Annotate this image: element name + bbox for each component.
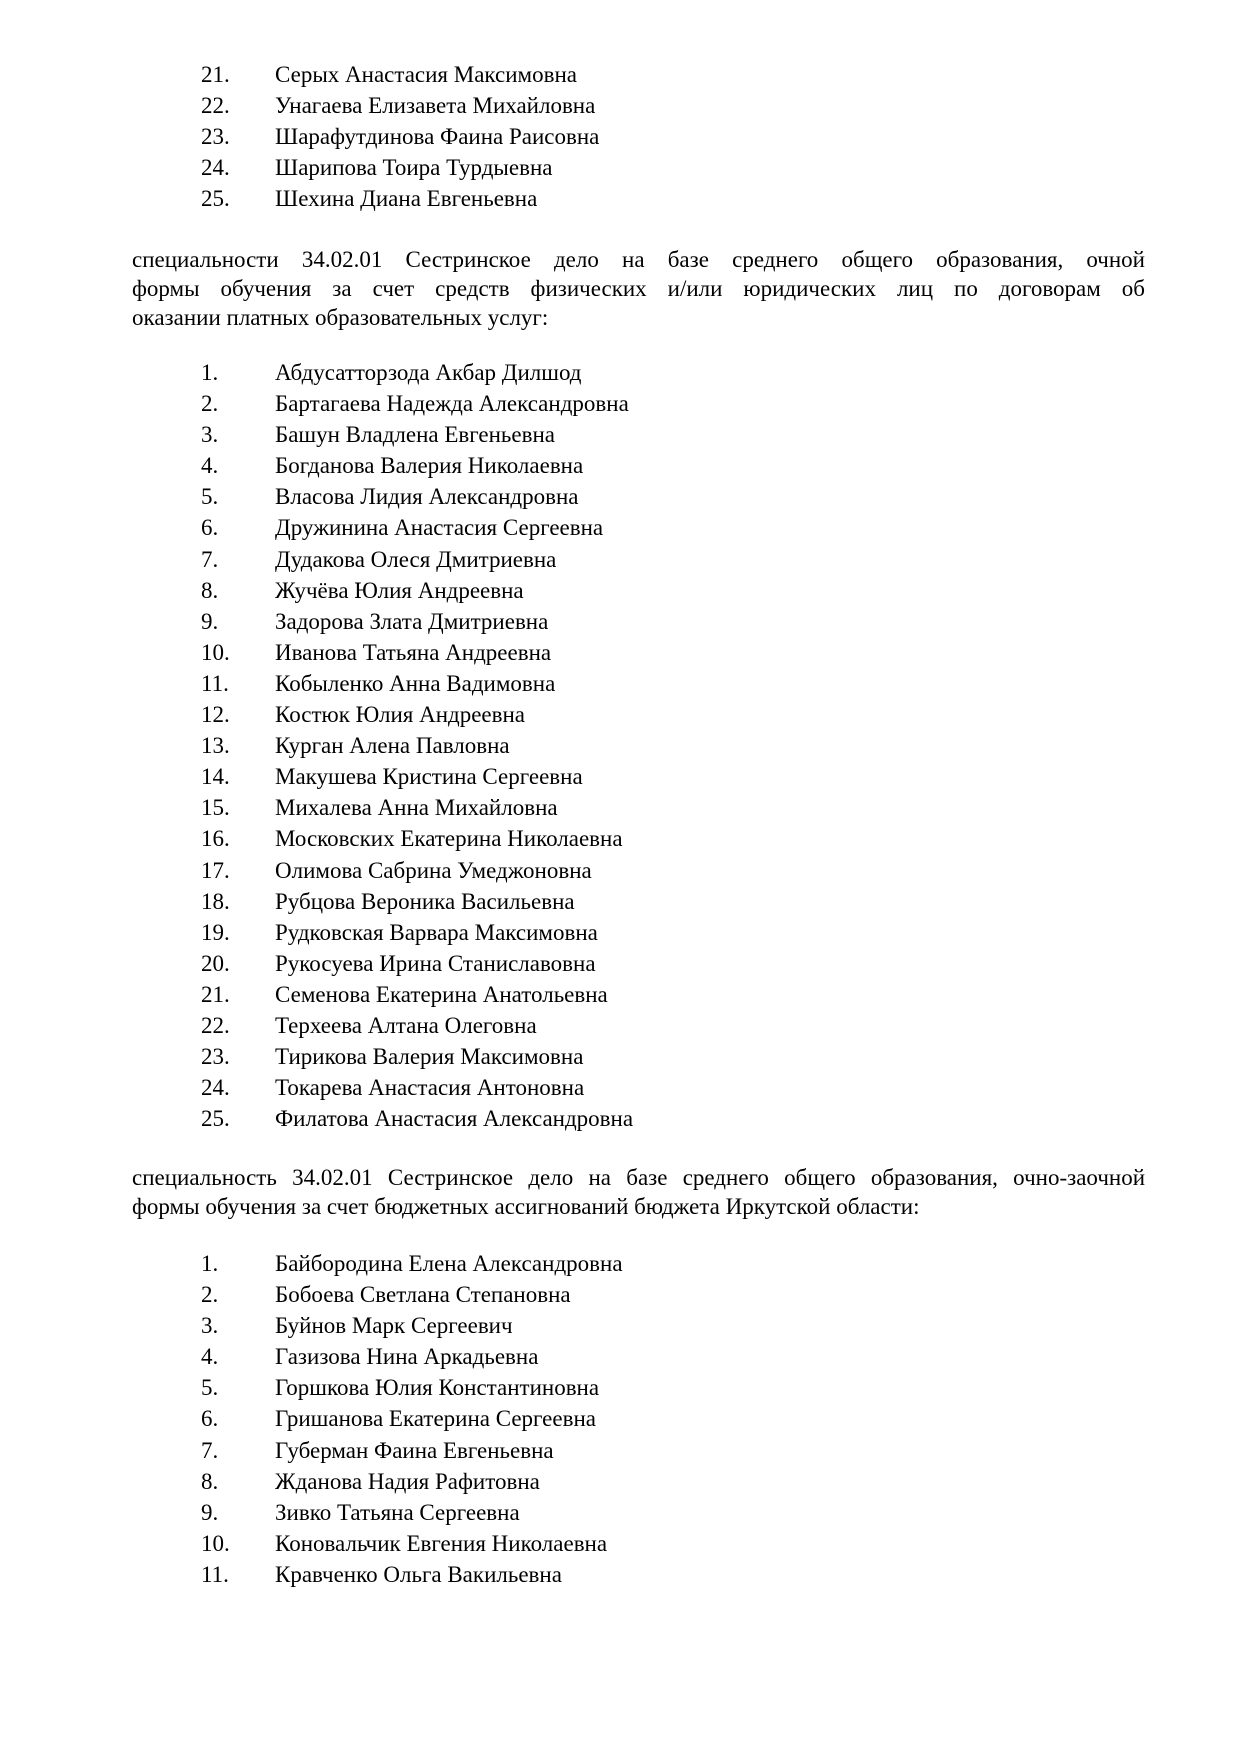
list-item (0, 1248, 1241, 1279)
list-item (0, 1103, 1241, 1134)
list-item (0, 637, 1241, 668)
list-item-number: 13. (201, 733, 230, 759)
list-item (0, 761, 1241, 792)
list-item-number: 8. (201, 577, 219, 603)
student-name: Серых Анастасия Максимовна (275, 62, 577, 87)
list-item-number: 7. (201, 1437, 219, 1463)
list-item (0, 481, 1241, 512)
student-name: Бартагаева Надежда Александровна (275, 391, 629, 417)
list-item (0, 1466, 1241, 1497)
student-name: Шарафутдинова Фаина Раисовна (275, 124, 600, 150)
list-item (0, 121, 1241, 152)
list-item (0, 90, 1241, 121)
student-name: Бобоева Светлана Степановна (275, 1282, 571, 1308)
list-item-number: 3. (201, 1313, 219, 1339)
student-name: Дружинина Анастасия Сергеевна (275, 515, 604, 541)
list-item (0, 917, 1241, 948)
list-item (0, 606, 1241, 637)
student-name: Иванова Татьяна Андреевна (275, 639, 552, 665)
list-item-number: 17. (201, 857, 230, 883)
student-name: Московских Екатерина Николаевна (275, 826, 623, 852)
list-item-number: 25. (201, 1106, 230, 1132)
list-item (0, 1072, 1241, 1103)
section-heading-line: специальность 34.02.01 Сестринское дело на базе среднего общего образования, очно-заочной (132, 1165, 1145, 1190)
list-item-number: 24. (201, 155, 230, 181)
student-name: Зивко Татьяна Сергеевна (275, 1499, 520, 1525)
list-item (0, 512, 1241, 543)
student-name: Жданова Надия Рафитовна (275, 1468, 540, 1494)
student-name: Коновальчик Евгения Николаевна (275, 1530, 608, 1556)
list-item (0, 1435, 1241, 1466)
student-name: Шарипова Тоира Турдыевна (275, 155, 553, 181)
student-name: Башун Владлена Евгеньевна (275, 422, 555, 448)
list-item-number: 20. (201, 950, 230, 976)
student-name: Рубцова Вероника Васильевна (275, 888, 575, 914)
list-item (0, 823, 1241, 854)
section-heading-budget-parttime (132, 1163, 1145, 1221)
list-item-number: 21. (201, 981, 230, 1007)
student-name: Горшкова Юлия Константиновна (275, 1375, 600, 1401)
list-item-number: 5. (201, 1375, 219, 1401)
list-item-number: 1. (201, 1251, 219, 1276)
list-item-number: 23. (201, 124, 230, 150)
list-item-number: 23. (201, 1044, 230, 1070)
list-item (0, 152, 1241, 183)
student-name: Курган Алена Павловна (275, 733, 510, 759)
student-name: Макушева Кристина Сергеевна (275, 764, 583, 790)
list-item-number: 10. (201, 639, 230, 665)
student-name: Байбородина Елена Александровна (275, 1251, 623, 1276)
list-item (0, 886, 1241, 917)
section-heading-paid-fulltime (132, 245, 1145, 332)
list-item-number: 6. (201, 515, 219, 541)
list-item (0, 1279, 1241, 1310)
list-item-number: 1. (201, 360, 219, 385)
list-item-number: 4. (201, 453, 219, 479)
list-item (0, 792, 1241, 823)
list-item (0, 1559, 1241, 1590)
list-item (0, 1341, 1241, 1372)
list-item-number: 25. (201, 186, 230, 212)
list-item-number: 11. (201, 670, 229, 696)
list-item (0, 388, 1241, 419)
student-name: Токарева Анастасия Антоновна (275, 1075, 585, 1101)
list-item (0, 1528, 1241, 1559)
list-item (0, 59, 1241, 90)
student-list-continued (0, 59, 1241, 214)
section-heading-line: формы обучения за счет бюджетных ассигнований бюджета Иркутской области: (132, 1194, 920, 1219)
list-item-number: 8. (201, 1468, 219, 1494)
student-list-paid-fulltime (0, 357, 1241, 1134)
list-item (0, 575, 1241, 606)
list-item-number: 2. (201, 1282, 219, 1308)
student-name: Дудакова Олеся Дмитриевна (275, 546, 557, 572)
student-name: Рукосуева Ирина Станиславовна (275, 950, 596, 976)
student-name: Семенова Екатерина Анатольевна (275, 981, 608, 1007)
list-item (0, 1497, 1241, 1528)
student-name: Буйнов Марк Сергеевич (275, 1313, 513, 1339)
list-item (0, 1010, 1241, 1041)
list-item-number: 6. (201, 1406, 219, 1432)
list-item-number: 11. (201, 1561, 229, 1587)
section-heading-line: формы обучения за счет средств физических и/или юридических лиц по договорам об (132, 276, 1145, 301)
list-item (0, 1310, 1241, 1341)
list-item-number: 22. (201, 93, 230, 119)
student-name: Жучёва Юлия Андреевна (275, 577, 524, 603)
list-item-number: 15. (201, 795, 230, 821)
list-item-number: 2. (201, 391, 219, 417)
student-name: Терхеева Алтана Олеговна (275, 1012, 537, 1038)
list-item-number: 19. (201, 919, 230, 945)
list-item (0, 1372, 1241, 1403)
student-name: Михалева Анна Михайловна (275, 795, 558, 821)
student-name: Филатова Анастасия Александровна (275, 1106, 634, 1132)
student-name: Унагаева Елизавета Михайловна (275, 93, 596, 119)
student-name: Шехина Диана Евгеньевна (275, 186, 538, 212)
list-item (0, 419, 1241, 450)
list-item (0, 183, 1241, 214)
list-item-number: 10. (201, 1530, 230, 1556)
section-heading-line: специальности 34.02.01 Сестринское дело на базе среднего общего образования, очной (132, 247, 1145, 272)
list-item (0, 699, 1241, 730)
list-item-number: 9. (201, 1499, 219, 1525)
section-heading-line: оказании платных образовательных услуг: (132, 305, 549, 330)
student-name: Губерман Фаина Евгеньевна (275, 1437, 554, 1463)
list-item-number: 9. (201, 608, 219, 634)
student-name: Богданова Валерия Николаевна (275, 453, 584, 479)
list-item (0, 948, 1241, 979)
student-name: Абдусатторзода Акбар Дилшод (275, 360, 582, 385)
list-item (0, 730, 1241, 761)
list-item (0, 357, 1241, 388)
student-name: Задорова Злата Дмитриевна (275, 608, 549, 634)
list-item-number: 7. (201, 546, 219, 572)
list-item-number: 4. (201, 1344, 219, 1370)
list-item-number: 21. (201, 62, 230, 87)
list-item (0, 979, 1241, 1010)
student-name: Рудковская Варвара Максимовна (275, 919, 598, 945)
student-name: Газизова Нина Аркадьевна (275, 1344, 539, 1370)
student-name: Гришанова Екатерина Сергеевна (275, 1406, 596, 1432)
list-item-number: 12. (201, 702, 230, 728)
list-item-number: 5. (201, 484, 219, 510)
student-name: Тирикова Валерия Максимовна (275, 1044, 584, 1070)
list-item-number: 14. (201, 764, 230, 790)
list-item (0, 1041, 1241, 1072)
student-list-budget-parttime (0, 1248, 1241, 1590)
student-name: Олимова Сабрина Умеджоновна (275, 857, 592, 883)
student-name: Кобыленко Анна Вадимовна (275, 670, 556, 696)
list-item-number: 24. (201, 1075, 230, 1101)
list-item (0, 668, 1241, 699)
student-name: Кравченко Ольга Вакильевна (275, 1561, 562, 1587)
list-item-number: 22. (201, 1012, 230, 1038)
student-name: Костюк Юлия Андреевна (275, 702, 526, 728)
list-item-number: 3. (201, 422, 219, 448)
list-item-number: 18. (201, 888, 230, 914)
list-item (0, 544, 1241, 575)
list-item (0, 450, 1241, 481)
list-item (0, 1403, 1241, 1434)
student-name: Власова Лидия Александровна (275, 484, 579, 510)
list-item (0, 855, 1241, 886)
list-item-number: 16. (201, 826, 230, 852)
